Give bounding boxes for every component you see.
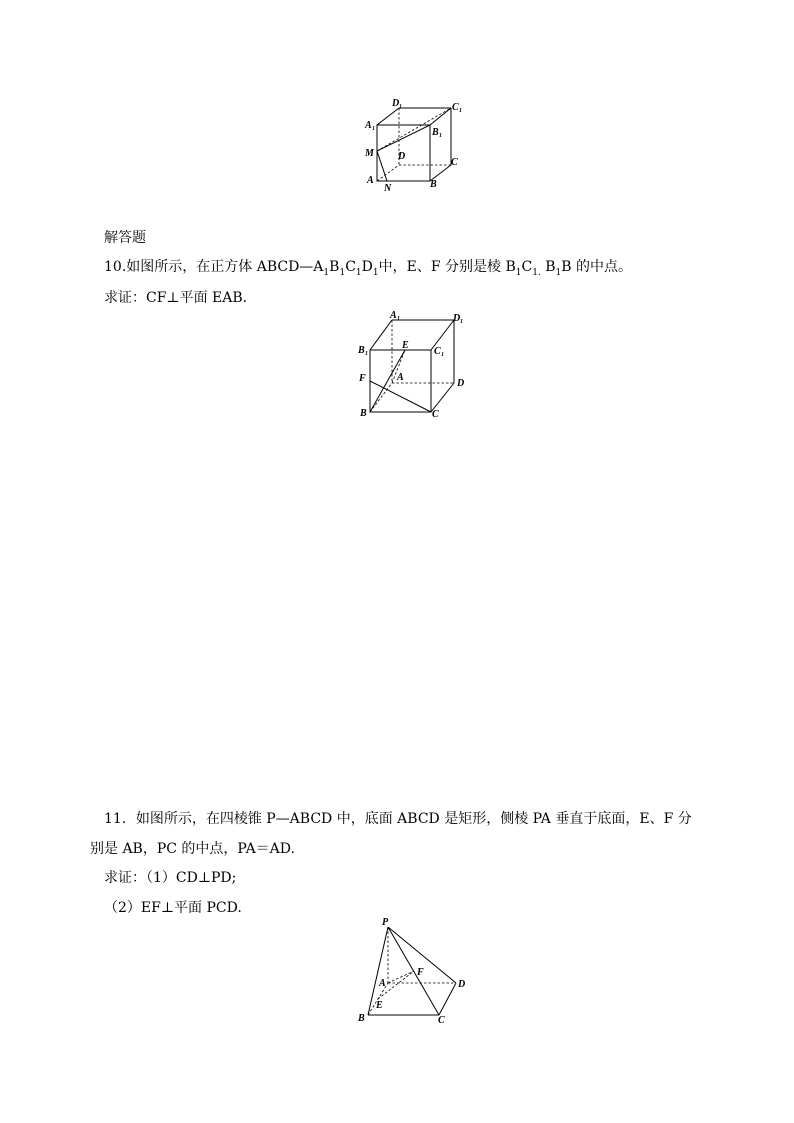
problem11-line1: 11．如图所示，在四棱锥 P—ABCD 中，底面 ABCD 是矩形，侧棱 PA 垂直于底面，E、F 分 (104, 811, 692, 827)
label-n: N (384, 183, 392, 194)
p10-text-c: C (345, 259, 356, 275)
label-b1: B (432, 127, 439, 138)
label3-a: A (379, 978, 386, 989)
label2-c: C (432, 409, 439, 420)
figure-pyramid (350, 913, 480, 1028)
p10-sub-4: 1 (372, 267, 379, 278)
label-c1-sub: 1 (459, 108, 462, 114)
p10-sub-6: 1. (532, 267, 541, 278)
label3-e: E (376, 1000, 383, 1011)
label3-f: F (417, 967, 424, 978)
label2-b1: B (358, 345, 365, 356)
section-heading: 解答题 (104, 230, 146, 246)
problem10-line1 (104, 258, 632, 282)
label-a: A (367, 175, 374, 186)
label2-e: E (402, 340, 409, 351)
label-d: D (398, 151, 406, 162)
label3-c: C (438, 1015, 445, 1026)
p10-text-a: 10.如图所示，在正方体 ABCD—A (104, 259, 324, 275)
p10-text-d: D (361, 259, 373, 275)
label-c1: C (452, 102, 459, 113)
label-d1: D (392, 98, 400, 109)
figure-cube-mn (360, 95, 470, 195)
label-d1-sub: 1 (399, 104, 402, 110)
label2-a: A (397, 372, 404, 383)
problem11-line4: （2）EF⊥平面 PCD. (104, 900, 242, 916)
label2-b: B (360, 408, 367, 419)
p10-sub-5: 1 (515, 267, 522, 278)
p10-text-e: 中，E、F 分别是棱 B (378, 259, 516, 275)
label2-d: D (457, 378, 465, 389)
p10-text-h: B 的中点。 (561, 259, 633, 275)
label-m: M (365, 148, 374, 159)
p10-sub-3: 1 (355, 267, 362, 278)
label-c: C (451, 157, 458, 168)
p10-text-f: C (521, 259, 533, 275)
label2-d1-sub: 1 (460, 319, 463, 325)
p10-sub-1: 1 (323, 267, 330, 278)
label3-b: B (358, 1013, 365, 1024)
label3-p: P (382, 917, 389, 928)
label-b1-sub: 1 (439, 133, 442, 139)
label2-f: F (359, 373, 366, 384)
p10-text-b: B (329, 259, 340, 275)
figure-cube-ef (355, 308, 475, 423)
p10-sub-7: 1 (555, 267, 562, 278)
label-a1-sub: 1 (372, 126, 375, 132)
label2-c1-sub: 1 (441, 352, 444, 358)
label3-d: D (458, 979, 466, 990)
label2-d1: D (453, 313, 461, 324)
label2-a1-sub: 1 (397, 316, 400, 322)
label-b: B (430, 179, 437, 190)
problem11-line3: 求证：（1）CD⊥PD; (104, 870, 237, 886)
label2-b1-sub: 1 (365, 351, 368, 357)
p10-text-g: B (540, 259, 556, 275)
p10-sub-2: 1 (339, 267, 346, 278)
problem11-line2: 别是 AB，PC 的中点，PA＝AD. (90, 841, 295, 857)
label2-c1: C (434, 346, 441, 357)
label2-a1: A (390, 310, 397, 321)
label-a1: A (365, 120, 372, 131)
problem10-line2: 求证：CF⊥平面 EAB. (104, 290, 248, 306)
